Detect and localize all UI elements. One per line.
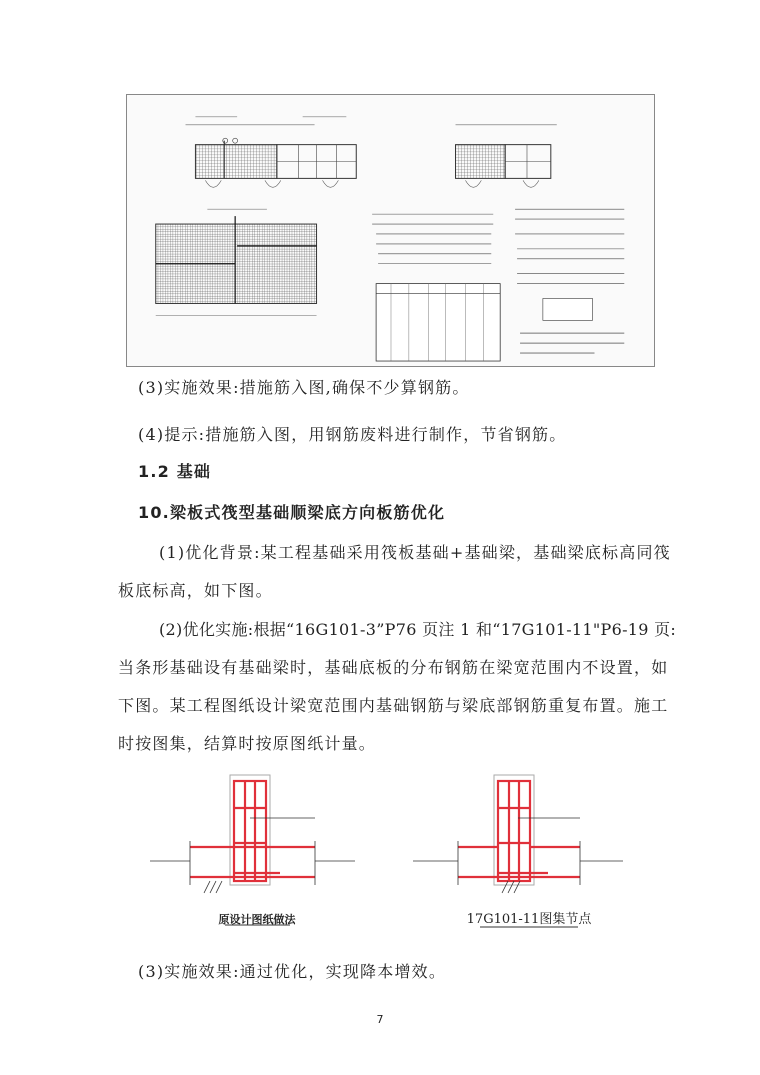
drawing-svg bbox=[127, 95, 654, 366]
paragraph-implementation-line3: 下图。某工程图纸设计梁宽范围内基础钢筋与梁底部钢筋重复布置。施工 bbox=[118, 696, 669, 715]
left-figure-caption: 原设计图纸做法 bbox=[218, 913, 296, 926]
paragraph-effect-3: (3)实施效果:措施筋入图,确保不少算钢筋。 bbox=[138, 378, 470, 397]
paragraph-background-line2: 板底标高，如下图。 bbox=[118, 581, 273, 600]
right-figure-caption: 17G101-11图集节点 bbox=[466, 912, 592, 927]
paragraph-tip-4: (4)提示:措施筋入图，用钢筋废料进行制作，节省钢筋。 bbox=[138, 425, 567, 444]
foundation-rebar-drawing bbox=[126, 94, 655, 367]
original-design-svg bbox=[150, 773, 390, 933]
original-design-detail bbox=[150, 773, 390, 933]
paragraph-implementation-line4: 时按图集，结算时按原图纸计量。 bbox=[118, 734, 377, 753]
atlas-node-detail bbox=[408, 773, 648, 933]
elevation-right bbox=[456, 125, 557, 188]
bar-shapes bbox=[372, 209, 624, 283]
paragraph-implementation-line2: 当条形基础设有基础梁时，基础底板的分布钢筋在梁宽范围内不设置，如 bbox=[118, 658, 669, 677]
elevation-left bbox=[186, 117, 357, 187]
page-number: 7 bbox=[376, 1013, 384, 1026]
paragraph-result-3: (3)实施效果:通过优化，实现降本增效。 bbox=[138, 962, 447, 981]
plan-grid bbox=[156, 209, 317, 315]
rebar-quantity-table bbox=[376, 284, 624, 361]
paragraph-implementation-line1: (2)优化实施:根据“16G101-3”P76 页注 1 和“17G101-11"P6-19 页: bbox=[159, 620, 677, 639]
paragraph-background-line1: (1)优化背景:某工程基础采用筏板基础+基础梁，基础梁底标高同筏 bbox=[159, 543, 671, 562]
atlas-node-svg bbox=[408, 773, 648, 933]
section-heading: 1.2 基础 bbox=[138, 462, 212, 481]
item-heading: 10.梁板式筏型基础顺梁底方向板筋优化 bbox=[138, 503, 446, 522]
